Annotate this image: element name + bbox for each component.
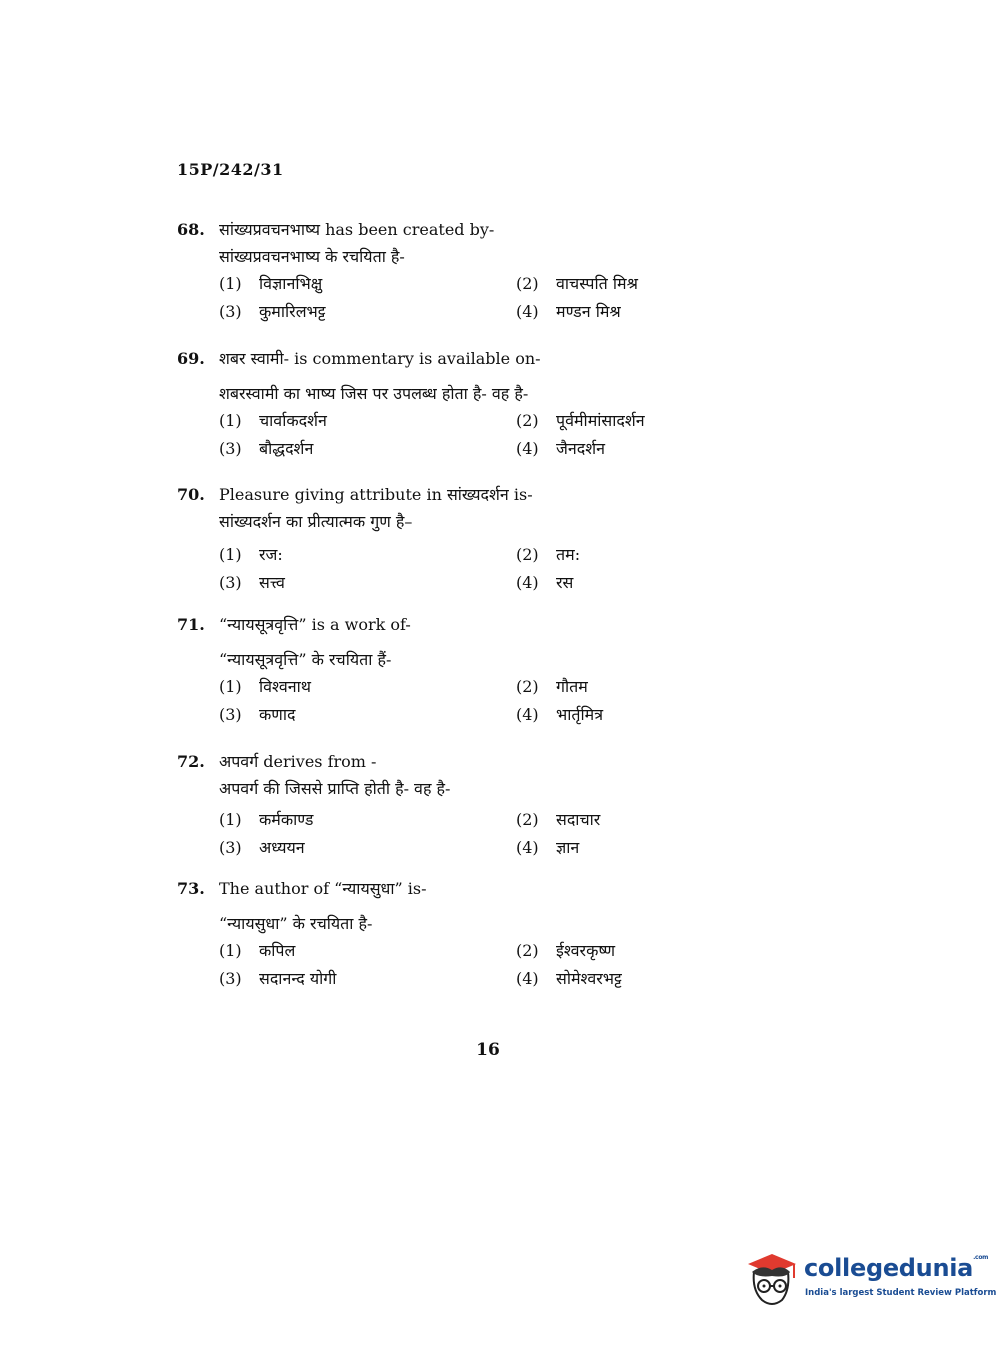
option: (2) पूर्वमीमांसादर्शन [516, 410, 645, 430]
question-number: 72. [177, 752, 205, 771]
page-number: 16 [476, 1040, 500, 1060]
question-hindi: सांख्यदर्शन का प्रीत्यात्मक गुण है– [219, 512, 413, 531]
option: (3) कुमारिलभट्ट [219, 301, 326, 321]
option: (3) कणाद [219, 704, 296, 724]
option: (4) जैनदर्शन [516, 438, 606, 458]
question-number: 71. [177, 615, 205, 634]
question-70 [177, 483, 697, 595]
option: (4) मण्डन मिश्र [516, 301, 621, 321]
brand-tagline: India's largest Student Review Platform [805, 1288, 997, 1298]
question-number: 73. [177, 879, 205, 898]
question-69 [177, 347, 697, 461]
brand-name: collegedunia$^{.com}$ [804, 1254, 989, 1282]
option: (2) वाचस्पति मिश्र [516, 273, 638, 293]
question-68 [177, 218, 697, 324]
question-english: सांख्यप्रवचनभाष्य has been created by- [219, 220, 495, 239]
option: (1) कर्मकाण्ड [219, 809, 314, 829]
question-english: शबर स्वामी- is commentary is available on- [219, 349, 541, 368]
question-english: Pleasure giving attribute in सांख्यदर्शन is- [219, 485, 533, 504]
option: (2) गौतम [516, 676, 588, 696]
question-hindi: “न्यायसुधा” के रचयिता है- [219, 914, 373, 933]
option: (2) ईश्वरकृष्ण [516, 940, 616, 960]
options-grid [219, 806, 697, 860]
question-english: The author of “न्यायसुधा” is- [219, 879, 427, 898]
option: (3) सदानन्द योगी [219, 968, 337, 988]
option: (2) तम: [516, 544, 581, 564]
question-hindi: शबरस्वामी का भाष्य जिस पर उपलब्ध होता है- वह है- [219, 384, 529, 403]
options-grid [219, 541, 697, 595]
question-number: 70. [177, 485, 205, 504]
options-grid [219, 407, 697, 461]
question-71 [177, 613, 697, 727]
question-english: “न्यायसूत्रवृत्ति” is a work of- [219, 615, 411, 634]
question-73 [177, 877, 697, 991]
options-grid [219, 937, 697, 991]
option: (3) बौद्धदर्शन [219, 438, 314, 458]
question-72 [177, 750, 697, 860]
question-hindi: “न्यायसूत्रवृत्ति” के रचयिता हैं- [219, 650, 392, 669]
option: (1) कपिल [219, 940, 296, 960]
question-number: 68. [177, 220, 205, 239]
option: (1) रज: [219, 544, 283, 564]
question-hindi: सांख्यप्रवचनभाष्य के रचयिता है- [219, 247, 405, 266]
mascot-logo-icon [742, 1250, 800, 1310]
option: (4) ज्ञान [516, 837, 580, 857]
option: (4) सोमेश्वरभट्ट [516, 968, 622, 988]
collegedunia-watermark [742, 1244, 997, 1314]
option: (1) विज्ञानभिक्षु [219, 273, 323, 293]
question-hindi: अपवर्ग की जिससे प्राप्ति होती है- वह है- [219, 779, 451, 798]
option: (3) अध्ययन [219, 837, 305, 857]
option: (1) विश्वनाथ [219, 676, 311, 696]
option: (2) सदाचार [516, 809, 601, 829]
option: (1) चार्वाकदर्शन [219, 410, 327, 430]
paper-code: 15P/242/31 [177, 160, 284, 179]
option: (4) रस [516, 572, 574, 592]
option: (4) भार्तृमित्र [516, 704, 604, 724]
question-number: 69. [177, 349, 205, 368]
option: (3) सत्त्व [219, 572, 285, 592]
question-english: अपवर्ग derives from - [219, 752, 377, 771]
options-grid [219, 673, 697, 727]
options-grid [219, 270, 697, 324]
